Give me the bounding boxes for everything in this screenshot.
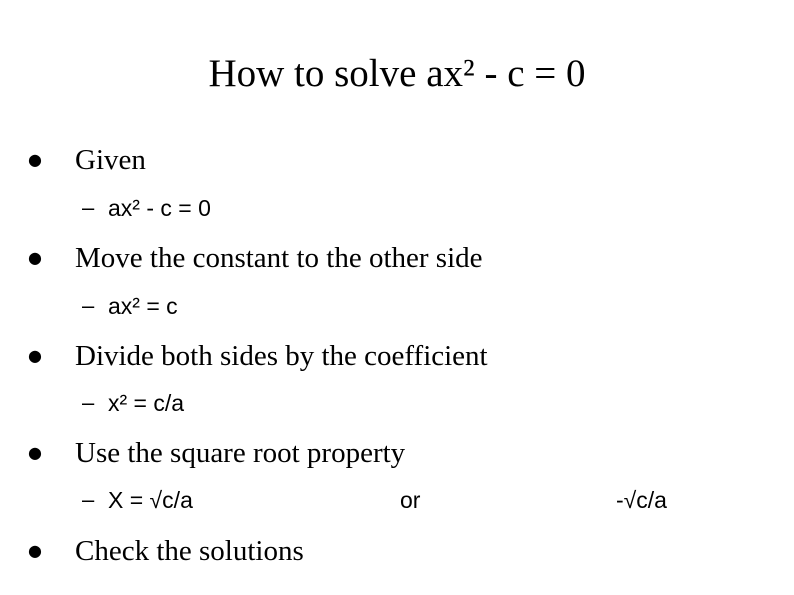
bullet-icon: ● [28,150,42,169]
bullet-text: Given [75,144,146,176]
bullet-text: Check the solutions [75,535,304,567]
bullet-icon: ● [28,346,42,365]
bullet-item [0,338,794,374]
sub-text: ax² - c = 0 [108,195,211,221]
bullet-icon: ● [28,248,42,267]
bullet-text: Move the constant to the other side [75,242,483,274]
slide-title: How to solve ax² - c = 0 [208,52,586,95]
sub-or-text: or [400,487,421,513]
dash-icon: – [82,487,95,512]
sub-item [0,389,794,417]
sub-text: X = √c/a [108,487,193,513]
sub-item [0,486,794,514]
sub-text: ax² = c [108,293,178,319]
bullet-item [0,435,794,471]
bullet-item [0,240,794,276]
dash-icon: – [82,390,95,415]
bullet-icon: ● [28,443,42,462]
dash-icon: – [82,293,95,318]
bullet-item [0,142,794,178]
bullet-icon: ● [28,541,42,560]
sub-text: x² = c/a [108,390,185,416]
bullet-text: Use the square root property [75,437,406,469]
sub-item [0,292,794,320]
bullet-item [0,533,794,569]
bullet-text: Divide both sides by the coefficient [75,340,488,372]
sub-alt-text: -√c/a [616,487,667,513]
sub-item [0,194,794,222]
dash-icon: – [82,195,95,220]
